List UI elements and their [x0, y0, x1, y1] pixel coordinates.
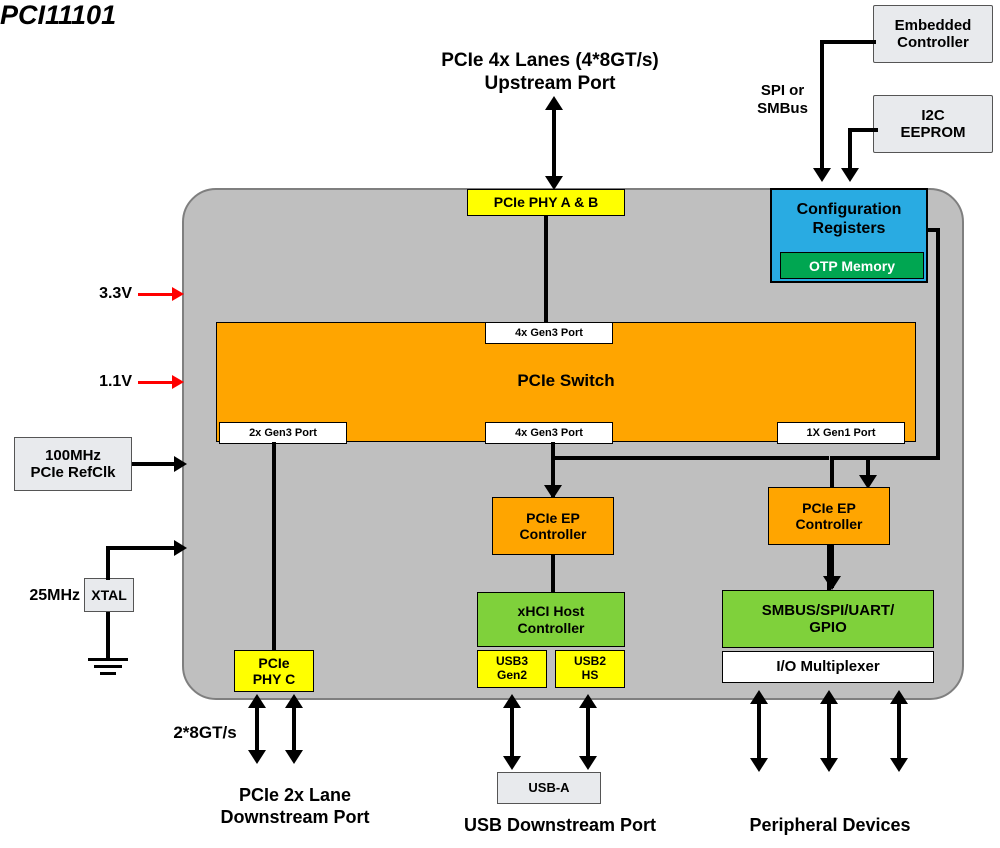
wire-i2c-h: [848, 128, 878, 132]
arrow-usb3-dn: [503, 756, 521, 770]
configuration-registers-block: [770, 188, 928, 283]
cfg-line2: Registers: [812, 220, 886, 238]
pcie-phy-ab-block: [467, 189, 625, 216]
ep2-line1: PCIe EP: [802, 499, 856, 516]
usb2-line1: USB2: [573, 654, 606, 669]
wire-usb3: [510, 704, 514, 760]
spi-label-line2: SMBus: [757, 100, 808, 117]
voltage-33-label: 3.3V: [99, 285, 132, 302]
pcie-2x-downstream-label: [185, 785, 405, 828]
i2c-line2: EEPROM: [900, 124, 966, 141]
port-1x-gen1: 1X Gen1 Port: [777, 422, 905, 444]
wire-cfg-bottom: [830, 456, 940, 460]
smbus-line1: SMBUS/SPI/UART/: [761, 601, 895, 619]
spi-smbus-label: [735, 82, 830, 118]
arrow-usb3-up: [503, 694, 521, 708]
ep1-line2: Controller: [519, 526, 587, 542]
pcie2x-line2: Downstream Port: [220, 806, 370, 827]
voltage-11-label: 1.1V: [99, 373, 132, 390]
wire-xtal-up: [106, 546, 110, 580]
otp-memory-label: OTP Memory: [808, 257, 896, 274]
usb2-line2: HS: [581, 668, 599, 682]
ec-line2: Controller: [897, 34, 969, 51]
phyc-line1: PCIe: [258, 654, 290, 671]
arrow-periph-1-dn: [750, 758, 768, 772]
wire-usb2: [586, 704, 590, 760]
arrow-i2c-down: [841, 168, 859, 182]
usb2-hs-block: [555, 650, 625, 688]
wire-switch-phyc: [272, 442, 276, 650]
wire-xtal-gnd: [106, 612, 110, 660]
wire-ep1-xhci: [551, 555, 555, 593]
arrow-upstream-down: [545, 176, 563, 190]
arrow-periph-1-up: [750, 690, 768, 704]
upstream-label-line2: Upstream Port: [484, 72, 616, 94]
xtal-freq-label: 25MHz: [29, 587, 80, 604]
usb-a-label: USB-A: [528, 779, 570, 795]
wire-upstream: [552, 108, 556, 180]
wire-xtal-h: [106, 546, 182, 550]
io-multiplexer-block: [722, 651, 934, 683]
xhci-line2: Controller: [517, 619, 585, 636]
i2c-eeprom-block: [873, 95, 993, 153]
xhci-line1: xHCI Host: [517, 603, 585, 620]
arrow-ec-down: [813, 168, 831, 182]
gnd-bar-3: [100, 672, 116, 675]
arrow-periph-3-up: [890, 690, 908, 704]
arrow-pcie2x-a-up: [248, 694, 266, 708]
xtal-block: [84, 578, 134, 612]
rate-2x8-label: 2*8GT/s: [173, 723, 237, 742]
pcie-phy-ab-label: PCIe PHY A & B: [493, 194, 599, 211]
arrow-usb2-up: [579, 694, 597, 708]
wire-cfg-down: [936, 228, 940, 460]
wire-periph-3: [897, 700, 901, 762]
port-4x-gen3-top: 4x Gen3 Port: [485, 322, 613, 344]
port-2x-gen3: 2x Gen3 Port: [219, 422, 347, 444]
arrow-pcie2x-b-up: [285, 694, 303, 708]
arrow-pcie2x-a-dn: [248, 750, 266, 764]
ep2-line2: Controller: [795, 516, 863, 532]
upstream-port-label: [390, 50, 710, 96]
pcie2x-line1: PCIe 2x Lane: [238, 785, 352, 805]
pcie-refclk-block: [14, 437, 132, 491]
pcie-switch-label: PCIe Switch: [517, 371, 615, 390]
usb-a-connector-block: [497, 772, 601, 804]
wire-phyab-switch: [544, 216, 548, 322]
embedded-controller-block: [873, 5, 993, 63]
usb-downstream-label: USB Downstream Port: [463, 815, 657, 835]
wire-periph-2: [827, 700, 831, 762]
xhci-host-controller-block: [477, 592, 625, 647]
pcie-ep-controller-2: [768, 487, 890, 545]
upstream-label-line1: PCIe 4x Lanes (4*8GT/s): [441, 50, 659, 71]
usb3-line1: USB3: [495, 654, 528, 669]
arrow-refclk: [174, 456, 187, 472]
arrow-upstream-up: [545, 96, 563, 110]
usb3-line2: Gen2: [496, 668, 527, 682]
ep1-line1: PCIe EP: [526, 509, 580, 526]
arrow-33v: [172, 287, 184, 301]
ec-line1: Embedded: [894, 16, 972, 34]
pcie-switch-block: [216, 322, 916, 442]
gnd-bar-1: [88, 658, 128, 661]
usb3-gen2-block: [477, 650, 547, 688]
phyc-line2: PHY C: [252, 671, 296, 687]
smbus-line2: GPIO: [809, 619, 847, 636]
refclk-line2: PCIe RefClk: [30, 464, 116, 481]
xtal-label: XTAL: [91, 586, 127, 603]
wire-ep2-smbus: [827, 545, 831, 591]
otp-memory-block: [780, 252, 924, 279]
gnd-bar-2: [94, 665, 122, 668]
refclk-line1: 100MHz: [45, 446, 101, 464]
arrow-usb2-dn: [579, 756, 597, 770]
smbus-spi-uart-gpio-block: [722, 590, 934, 648]
arrow-cfg-smbus: [823, 576, 841, 590]
pcie-phy-c-block: [234, 650, 314, 692]
arrow-11v: [172, 375, 184, 389]
peripheral-devices-label: Peripheral Devices: [749, 815, 911, 835]
wire-i2c-v: [848, 128, 852, 168]
wire-switch-branch: [551, 456, 829, 460]
wire-periph-1: [757, 700, 761, 762]
io-mux-label: I/O Multiplexer: [776, 658, 880, 676]
spi-label-line1: SPI or: [760, 82, 805, 99]
chip-title: PCI11101: [0, 0, 117, 30]
wire-ec-h: [820, 40, 876, 44]
arrow-pcie2x-b-dn: [285, 750, 303, 764]
arrow-periph-3-dn: [890, 758, 908, 772]
i2c-line1: I2C: [921, 106, 945, 124]
arrow-xtal: [174, 540, 187, 556]
port-4x-gen3-bottom: 4x Gen3 Port: [485, 422, 613, 444]
wire-pcie2x-b: [292, 704, 296, 754]
wire-ec-v: [820, 40, 824, 168]
arrow-periph-2-dn: [820, 758, 838, 772]
pcie-ep-controller-1: [492, 497, 614, 555]
cfg-line1: Configuration: [796, 201, 902, 218]
arrow-periph-2-up: [820, 690, 838, 704]
